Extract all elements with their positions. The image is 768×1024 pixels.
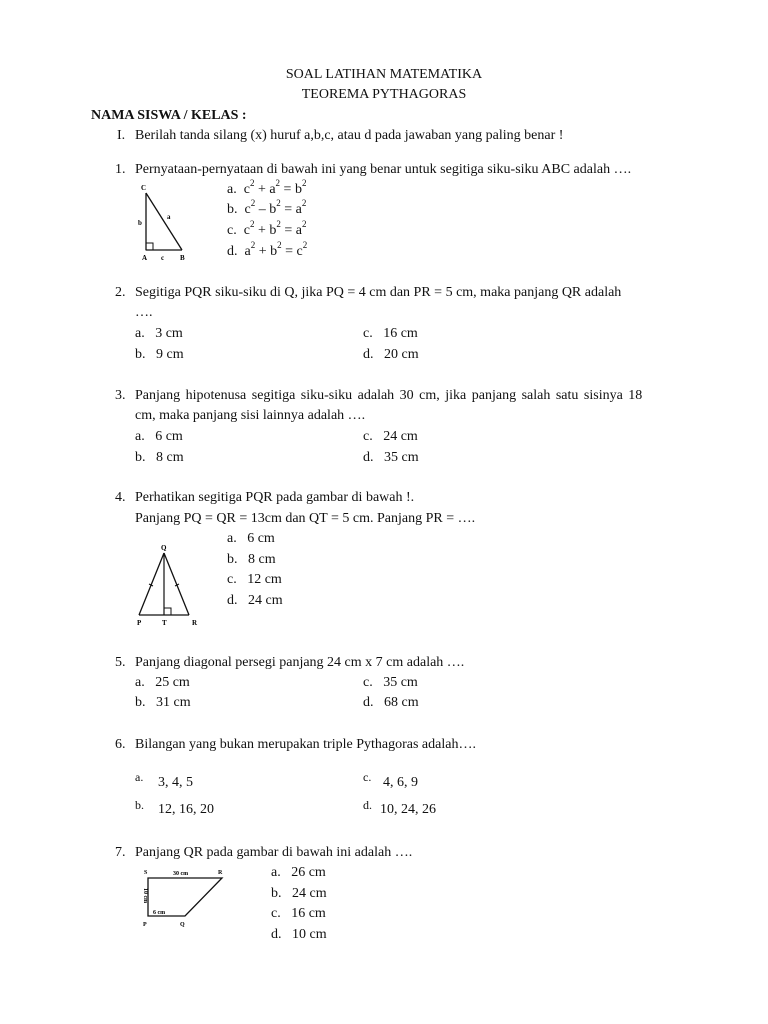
vertex-a-label: A — [142, 254, 148, 262]
q5-option-d[interactable]: d. 68 cm — [363, 695, 419, 710]
side-length-label: 10 cm — [142, 888, 148, 904]
page-subtitle: TEOREMA PYTHAGORAS — [301, 87, 467, 102]
q5-option-a[interactable]: a. 25 cm — [135, 675, 190, 690]
q3-option-d[interactable]: d. 35 cm — [363, 450, 419, 465]
q4-option-a[interactable]: a. 6 cm — [227, 531, 275, 546]
q6-option-c-letter[interactable]: c. — [363, 770, 372, 784]
isosceles-triangle-pqr-figure — [132, 541, 202, 627]
q6-option-a-letter[interactable]: a. — [135, 770, 144, 784]
side-b-label: b — [138, 219, 142, 227]
q6-option-c-value: 4, 6, 9 — [383, 775, 418, 790]
page-title: SOAL LATIHAN MATEMATIKA — [285, 67, 483, 82]
q2-option-b[interactable]: b. 9 cm — [135, 347, 184, 362]
q4-option-d[interactable]: d. 24 cm — [227, 593, 283, 608]
question-6-text: Bilangan yang bukan merupakan triple Pythagoras adalah…. — [135, 737, 476, 752]
q5-option-b[interactable]: b. 31 cm — [135, 695, 191, 710]
trapezoid-pqrs-figure — [133, 864, 233, 934]
side-a-label: a — [167, 213, 171, 221]
vertex-b-label: B — [180, 254, 185, 262]
side-qr-line — [164, 553, 189, 615]
question-3-text-cont: cm, maka panjang sisi lainnya adalah …. — [135, 408, 366, 423]
student-name-label: NAMA SISWA / KELAS : — [91, 108, 247, 123]
q7-option-b[interactable]: b. 24 cm — [271, 886, 327, 901]
q1-option-d[interactable]: d. $a^2 + b^2 = c^2$ — [227, 240, 308, 259]
section-number: I. — [117, 128, 126, 143]
q2-option-d[interactable]: d. 20 cm — [363, 347, 419, 362]
vertex-c-label: C — [141, 184, 147, 192]
q7-option-c[interactable]: c. 16 cm — [271, 906, 326, 921]
q6-option-d-value: 10, 24, 26 — [380, 802, 436, 817]
vertex-q-label: Q — [180, 922, 185, 928]
q6-option-b-value: 12, 16, 20 — [158, 802, 214, 817]
question-1-text: Pernyataan-pernyataan di bawah ini yang benar untuk segitiga siku-siku ABC adalah …. — [135, 162, 632, 177]
question-1-number: 1. — [115, 162, 126, 177]
question-2-text-cont: …. — [135, 305, 153, 320]
right-triangle-abc-figure — [135, 181, 195, 263]
q1-option-c[interactable]: c. $c^2 + b^2 = a^2$ — [227, 219, 307, 238]
question-3-text: Panjang hipotenusa segitiga siku-siku adalah 30 cm, jika panjang salah satu sisinya 18 — [135, 388, 643, 403]
side-a-line — [146, 193, 182, 250]
q7-option-a[interactable]: a. 26 cm — [271, 865, 326, 880]
q4-option-c[interactable]: c. 12 cm — [227, 572, 282, 587]
question-4-text: Perhatikan segitiga PQR pada gambar di bawah !. — [135, 490, 415, 505]
right-angle-marker — [164, 608, 171, 615]
q3-option-b[interactable]: b. 8 cm — [135, 450, 184, 465]
bottom-length-label: 6 cm — [153, 910, 166, 916]
question-5-number: 5. — [115, 655, 126, 670]
question-7-number: 7. — [115, 845, 126, 860]
top-length-label: 30 cm — [173, 871, 189, 877]
q3-option-a[interactable]: a. 6 cm — [135, 429, 183, 444]
section-instruction: Berilah tanda silang (x) huruf a,b,c, atau d pada jawaban yang paling benar ! — [135, 128, 564, 143]
question-4-text-cont: Panjang PQ = QR = 13cm dan QT = 5 cm. Panjang PR = …. — [135, 511, 476, 526]
q4-option-b[interactable]: b. 8 cm — [227, 552, 276, 567]
q7-option-d[interactable]: d. 10 cm — [271, 927, 327, 942]
question-5-text: Panjang diagonal persegi panjang 24 cm x 7 cm adalah …. — [135, 655, 465, 670]
question-7-text: Panjang QR pada gambar di bawah ini adalah …. — [135, 845, 413, 860]
q5-option-c[interactable]: c. 35 cm — [363, 675, 418, 690]
q2-option-a[interactable]: a. 3 cm — [135, 326, 183, 341]
vertex-p-label: P — [143, 922, 147, 928]
q3-option-c[interactable]: c. 24 cm — [363, 429, 418, 444]
q6-option-d-letter[interactable]: d. — [363, 798, 372, 812]
question-3-number: 3. — [115, 388, 126, 403]
side-c-label: c — [161, 254, 165, 262]
vertex-q-label: Q — [161, 544, 167, 552]
vertex-r-label: R — [218, 870, 223, 876]
question-2-number: 2. — [115, 285, 126, 300]
vertex-r-label: R — [192, 619, 198, 627]
question-4-number: 4. — [115, 490, 126, 505]
vertex-t-label: T — [162, 619, 167, 627]
q1-option-b[interactable]: b. $c^2 - b^2 = a^2$ — [227, 198, 307, 217]
question-2-text: Segitiga PQR siku-siku di Q, jika PQ = 4 cm dan PR = 5 cm, maka panjang QR adalah — [135, 285, 622, 300]
side-pq-line — [139, 553, 164, 615]
right-angle-marker — [146, 243, 153, 250]
q6-option-b-letter[interactable]: b. — [135, 798, 144, 812]
vertex-p-label: P — [137, 619, 142, 627]
q2-option-c[interactable]: c. 16 cm — [363, 326, 418, 341]
q1-option-a[interactable]: a. $c^2 + a^2 = b^2$ — [227, 178, 307, 197]
vertex-s-label: S — [144, 870, 148, 876]
q6-option-a-value: 3, 4, 5 — [158, 775, 193, 790]
question-6-number: 6. — [115, 737, 126, 752]
